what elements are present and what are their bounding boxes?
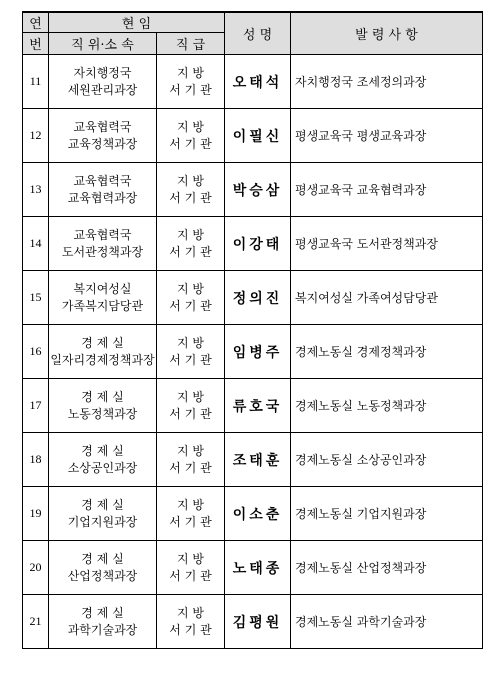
row-number: 20 — [23, 541, 49, 595]
grade — [157, 379, 225, 433]
current-division: 가족복지담당관 — [61, 298, 144, 313]
current-division: 세원관리과장 — [67, 82, 138, 97]
grade-line-2: 서 기 관 — [169, 568, 212, 583]
table-row — [23, 595, 483, 649]
row-number: 12 — [23, 109, 49, 163]
current-position — [49, 325, 157, 379]
current-department: 경 제 실 — [81, 335, 124, 350]
grade-line-2: 서 기 관 — [169, 622, 212, 637]
grade — [157, 541, 225, 595]
row-number: 14 — [23, 217, 49, 271]
row-number: 18 — [23, 433, 49, 487]
current-department: 교육협력국 — [73, 227, 132, 242]
row-number: 19 — [23, 487, 49, 541]
grade-line-2: 서 기 관 — [169, 244, 212, 259]
table-row — [23, 325, 483, 379]
grade-line-2: 서 기 관 — [169, 514, 212, 529]
grade — [157, 325, 225, 379]
table-row — [23, 379, 483, 433]
person-name: 이소춘 — [225, 487, 291, 541]
current-position — [49, 217, 157, 271]
appointment: 평생교육국 교육협력과장 — [291, 163, 483, 217]
current-position — [49, 595, 157, 649]
grade-line-1: 지 방 — [177, 281, 204, 296]
appointment: 평생교육국 평생교육과장 — [291, 109, 483, 163]
table-row — [23, 271, 483, 325]
grade — [157, 595, 225, 649]
person-name: 김평원 — [225, 595, 291, 649]
table-row — [23, 217, 483, 271]
grade — [157, 271, 225, 325]
header-no-top — [23, 12, 49, 33]
current-division: 도서관정책과장 — [61, 244, 144, 259]
table-row — [23, 55, 483, 109]
header-name: 성 명 — [225, 12, 291, 55]
current-department: 교육협력국 — [73, 173, 132, 188]
current-division: 산업정책과장 — [67, 568, 138, 583]
person-name: 오태석 — [225, 55, 291, 109]
table-header — [23, 12, 483, 55]
person-name: 박승삼 — [225, 163, 291, 217]
grade-line-1: 지 방 — [177, 173, 204, 188]
person-name: 임병주 — [225, 325, 291, 379]
table-row — [23, 163, 483, 217]
person-name: 조태훈 — [225, 433, 291, 487]
current-position — [49, 379, 157, 433]
current-division: 소상공인과장 — [67, 460, 138, 475]
current-division: 과학기술과장 — [67, 622, 138, 637]
grade-line-1: 지 방 — [177, 551, 204, 566]
current-department: 경 제 실 — [81, 551, 124, 566]
current-department: 교육협력국 — [73, 119, 132, 134]
header-grade: 직 급 — [157, 33, 225, 55]
grade-line-2: 서 기 관 — [169, 82, 212, 97]
personnel-appointment-table — [22, 11, 483, 649]
grade-line-2: 서 기 관 — [169, 406, 212, 421]
grade-line-2: 서 기 관 — [169, 298, 212, 313]
current-position — [49, 433, 157, 487]
current-department: 경 제 실 — [81, 443, 124, 458]
grade — [157, 433, 225, 487]
grade-line-1: 지 방 — [177, 443, 204, 458]
appointment: 복지여성실 가족여성담당관 — [291, 271, 483, 325]
appointment: 경제노동실 과학기술과장 — [291, 595, 483, 649]
row-number: 17 — [23, 379, 49, 433]
person-name: 이필신 — [225, 109, 291, 163]
person-name: 류호국 — [225, 379, 291, 433]
appointment: 경제노동실 노동정책과장 — [291, 379, 483, 433]
row-number: 16 — [23, 325, 49, 379]
appointment: 경제노동실 산업정책과장 — [291, 541, 483, 595]
header-row-top — [23, 12, 483, 33]
grade — [157, 163, 225, 217]
current-department: 자치행정국 — [73, 65, 132, 80]
current-department: 경 제 실 — [81, 497, 124, 512]
current-position — [49, 271, 157, 325]
current-position — [49, 541, 157, 595]
current-department: 경 제 실 — [81, 389, 124, 404]
grade-line-1: 지 방 — [177, 119, 204, 134]
grade-line-1: 지 방 — [177, 389, 204, 404]
appointment: 평생교육국 도서관정책과장 — [291, 217, 483, 271]
current-department: 복지여성실 — [73, 281, 132, 296]
header-position: 직 위·소 속 — [49, 33, 157, 55]
header-appointment: 발 령 사 항 — [291, 12, 483, 55]
header-current-post: 현 임 — [49, 12, 225, 33]
grade — [157, 55, 225, 109]
grade-line-2: 서 기 관 — [169, 136, 212, 151]
table-row — [23, 433, 483, 487]
row-number: 15 — [23, 271, 49, 325]
table-body — [23, 55, 483, 649]
current-position — [49, 163, 157, 217]
person-name: 이강태 — [225, 217, 291, 271]
table-row — [23, 541, 483, 595]
person-name: 정의진 — [225, 271, 291, 325]
appointment: 경제노동실 기업지원과장 — [291, 487, 483, 541]
row-number: 21 — [23, 595, 49, 649]
row-number: 13 — [23, 163, 49, 217]
grade-line-1: 지 방 — [177, 605, 204, 620]
grade-line-2: 서 기 관 — [169, 352, 212, 367]
grade — [157, 109, 225, 163]
grade — [157, 217, 225, 271]
row-number: 11 — [23, 55, 49, 109]
current-position — [49, 55, 157, 109]
table-row — [23, 109, 483, 163]
grade-line-1: 지 방 — [177, 227, 204, 242]
table-row — [23, 487, 483, 541]
current-division: 노동정책과장 — [67, 406, 138, 421]
grade-line-1: 지 방 — [177, 497, 204, 512]
header-no-label-1: 연 — [29, 17, 42, 32]
appointment: 경제노동실 소상공인과장 — [291, 433, 483, 487]
appointment: 경제노동실 경제정책과장 — [291, 325, 483, 379]
current-department: 경 제 실 — [81, 605, 124, 620]
current-division: 교육정책과장 — [67, 136, 138, 151]
person-name: 노태종 — [225, 541, 291, 595]
current-position — [49, 109, 157, 163]
grade-line-2: 서 기 관 — [169, 190, 212, 205]
header-no-label-2: 번 — [29, 38, 42, 53]
grade-line-1: 지 방 — [177, 65, 204, 80]
current-division: 교육협력과장 — [67, 190, 138, 205]
current-division: 일자리경제정책과장 — [50, 352, 155, 367]
grade-line-1: 지 방 — [177, 335, 204, 350]
appointment: 자치행정국 조세정의과장 — [291, 55, 483, 109]
header-no-bottom — [23, 33, 49, 55]
grade-line-2: 서 기 관 — [169, 460, 212, 475]
grade — [157, 487, 225, 541]
current-division: 기업지원과장 — [67, 514, 138, 529]
current-position — [49, 487, 157, 541]
